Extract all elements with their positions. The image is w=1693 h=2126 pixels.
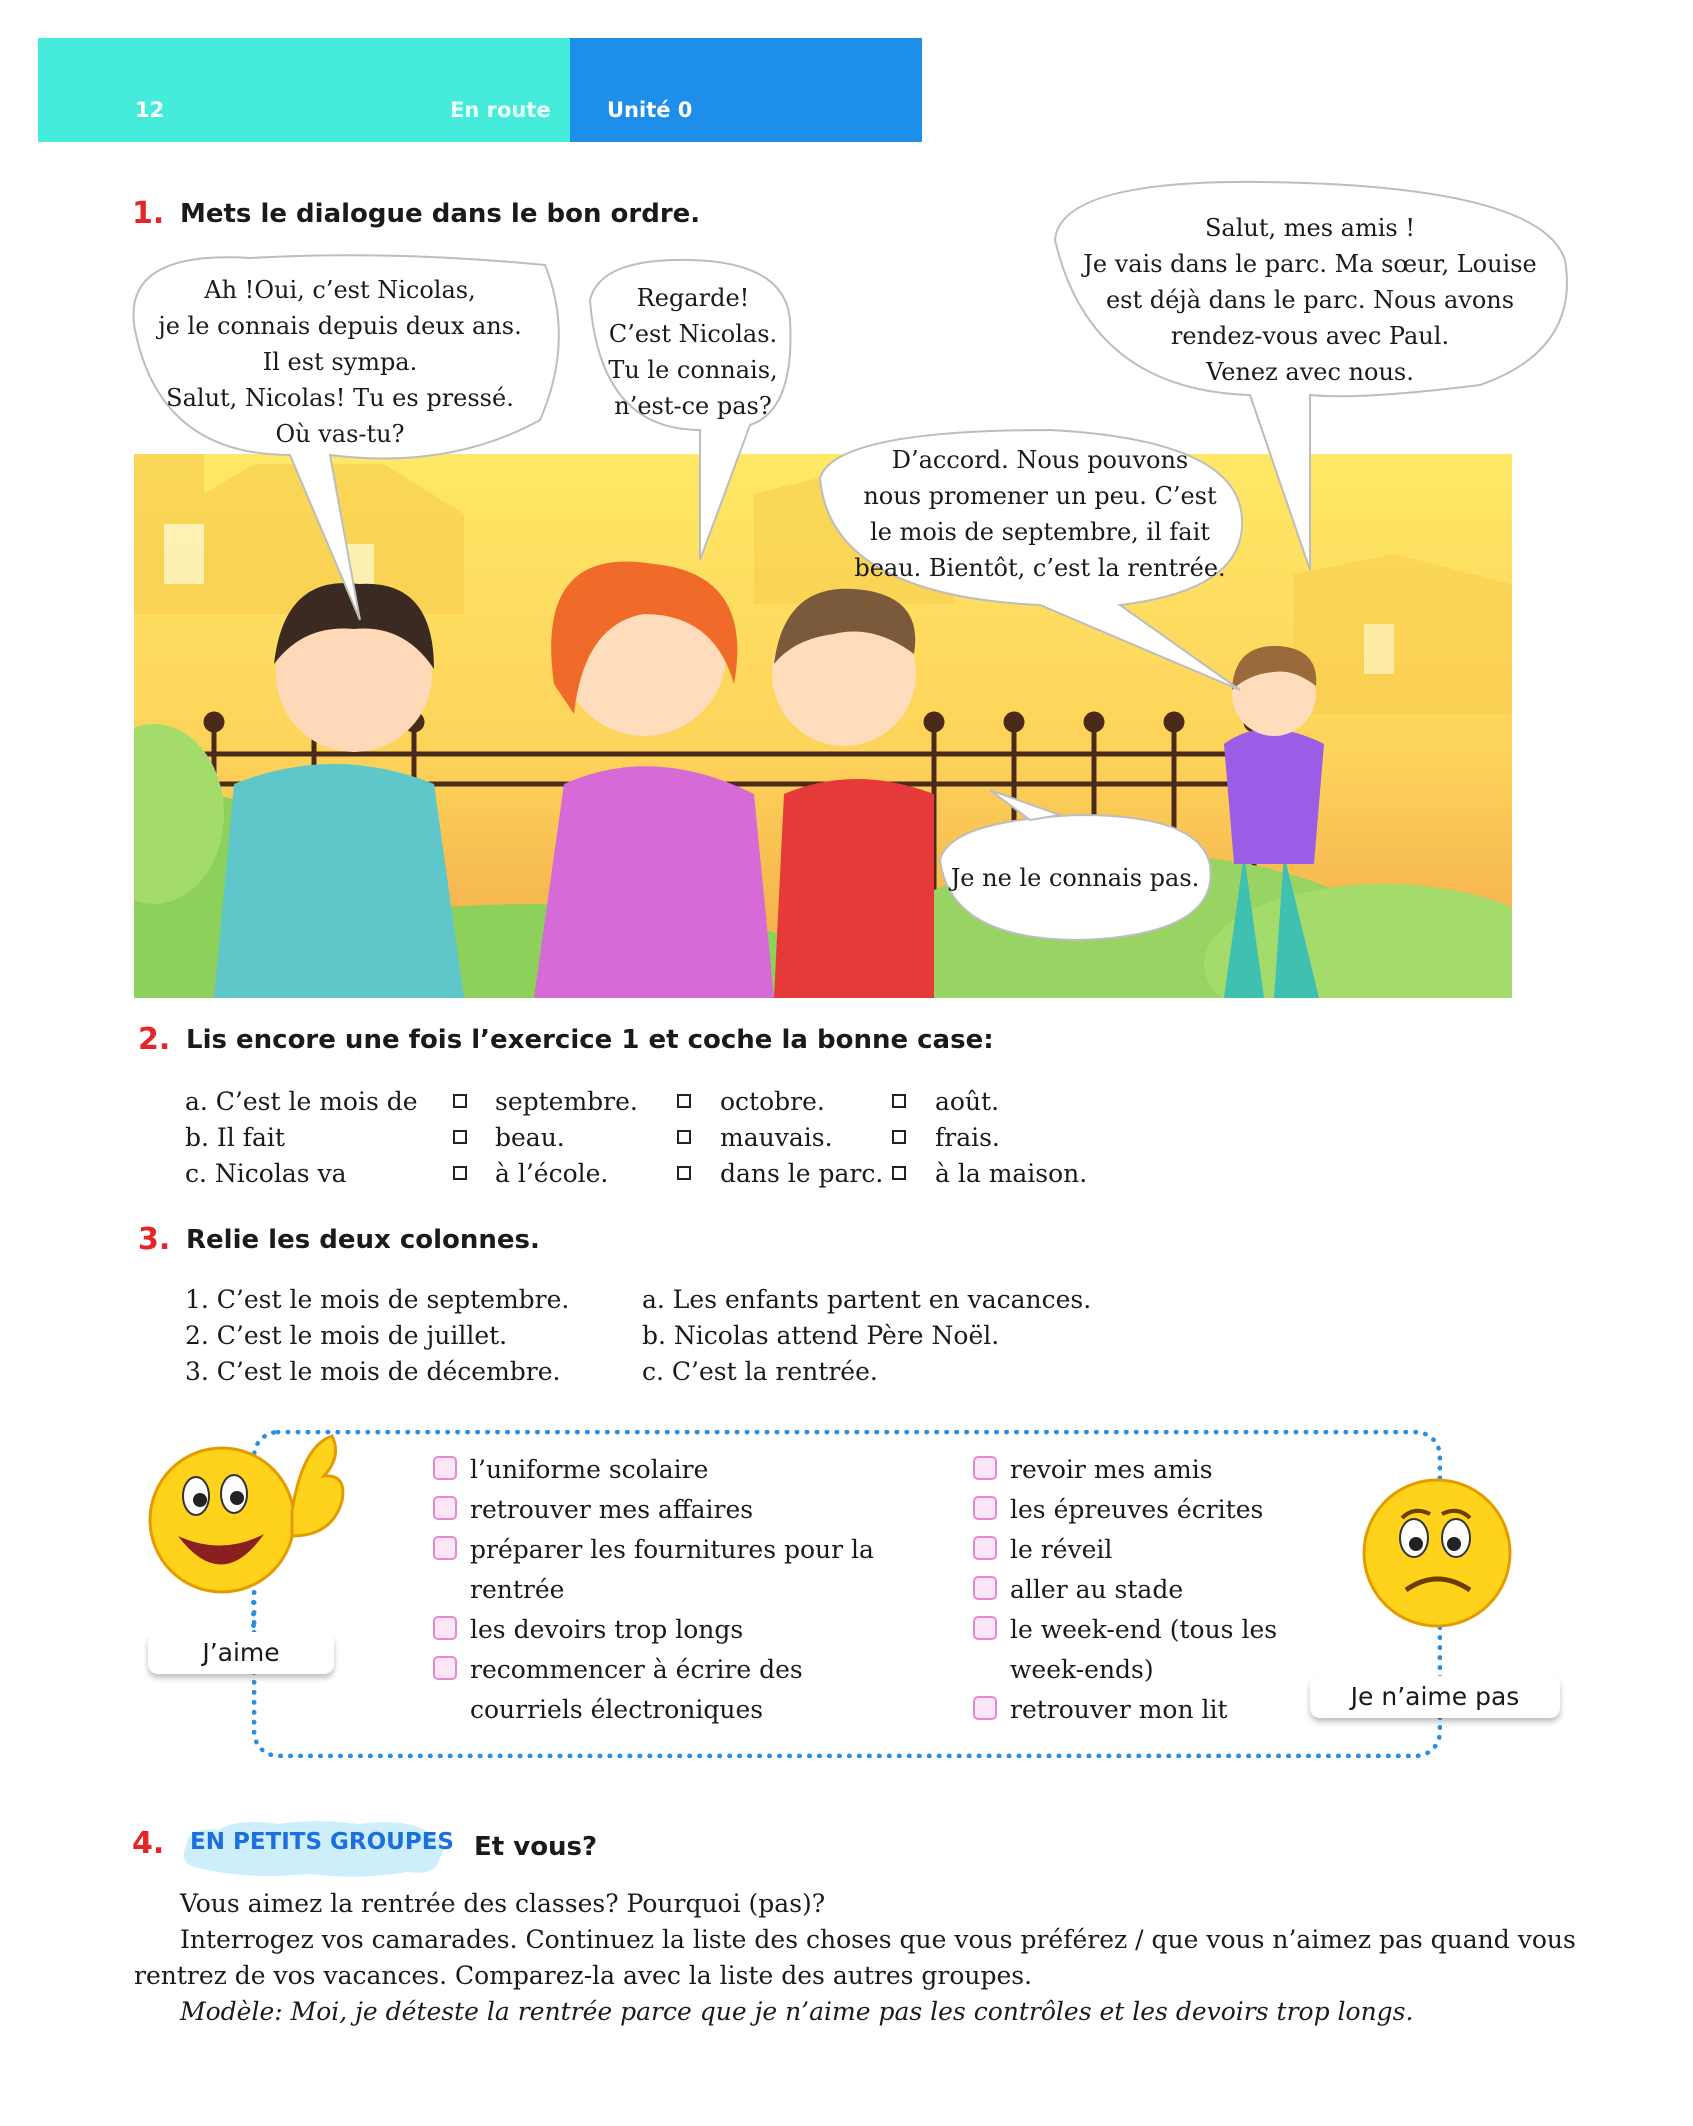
exercise-4-line-1: Vous aimez la rentrée des classes? Pourquoi (pas)? <box>180 1889 826 1918</box>
option-b-3: frais. <box>935 1123 1000 1152</box>
bubble-boy-agree <box>850 442 1230 586</box>
bubble-line: Il est sympa. <box>262 348 418 376</box>
exercise-4-line-2: Interrogez vos camarades. Continuez la liste des choses que vous préférez / que vous n’aimez pas quand vous <box>180 1925 1576 1954</box>
dislike-label: Je n’aime pas <box>1310 1676 1560 1718</box>
page-number: 12 <box>135 98 165 122</box>
option-a-3: août. <box>935 1087 1000 1116</box>
speech-bubbles-layer <box>0 0 1693 1000</box>
like-checkbox[interactable] <box>973 1536 997 1560</box>
exercise-2-prompt-b: b. Il fait <box>185 1123 285 1152</box>
happy-smiley-icon <box>142 1416 354 1616</box>
like-connector <box>251 1600 256 1628</box>
bubble-nicolas <box>1070 210 1550 390</box>
checkbox-b-1[interactable] <box>453 1130 467 1144</box>
exercise-2-prompt-a: a. C’est le mois de <box>185 1087 418 1116</box>
bubble-line: Je vais dans le parc. Ma sœur, Louise <box>1083 250 1537 278</box>
groups-badge-label: EN PETITS GROUPES <box>190 1829 454 1855</box>
option-c-3: à la maison. <box>935 1159 1088 1188</box>
exercise-2-number: 2. <box>138 1022 171 1057</box>
like-checkbox[interactable] <box>973 1456 997 1480</box>
like-checkbox[interactable] <box>433 1496 457 1520</box>
match-right-b: b. Nicolas attend Père Noël. <box>642 1321 1000 1350</box>
like-item-continued: courriels électroniques <box>470 1695 764 1724</box>
bubble-line: je le connais depuis deux ans. <box>158 312 522 340</box>
bubble-line: beau. Bientôt, c’est la rentrée. <box>854 554 1226 582</box>
match-right-a: a. Les enfants partent en vacances. <box>642 1285 1092 1314</box>
bubble-boy-unknown-tail <box>990 790 1060 820</box>
bubble-line: D’accord. Nous pouvons <box>891 446 1189 474</box>
like-item: l’uniforme scolaire <box>470 1455 709 1484</box>
bubble-line: le mois de septembre, il fait <box>870 518 1210 546</box>
like-checkbox[interactable] <box>973 1496 997 1520</box>
bubble-line: Salut, Nicolas! Tu es pressé. <box>166 384 514 412</box>
option-c-2: dans le parc. <box>720 1159 884 1188</box>
match-right-c: c. C’est la rentrée. <box>642 1357 878 1386</box>
option-a-1: septembre. <box>495 1087 638 1116</box>
exercise-2-prompt-c: c. Nicolas va <box>185 1159 347 1188</box>
bubble-line: Regarde! <box>636 284 750 312</box>
like-item-continued: week-ends) <box>1010 1655 1154 1684</box>
bubble-line: Je ne le connais pas. <box>950 864 1200 892</box>
like-item: le week-end (tous les <box>1010 1615 1278 1644</box>
like-item: le réveil <box>1010 1535 1113 1564</box>
like-checkbox[interactable] <box>433 1616 457 1640</box>
bubble-line: rendez-vous avec Paul. <box>1170 322 1450 350</box>
like-item: les épreuves écrites <box>1010 1495 1264 1524</box>
exercise-3-number: 3. <box>138 1222 171 1257</box>
like-item: les devoirs trop longs <box>470 1615 744 1644</box>
like-checkbox[interactable] <box>973 1696 997 1720</box>
match-left-3: 3. C’est le mois de décembre. <box>185 1357 561 1386</box>
checkbox-a-2[interactable] <box>677 1094 691 1108</box>
checkbox-b-3[interactable] <box>892 1130 906 1144</box>
like-checkbox[interactable] <box>433 1536 457 1560</box>
option-c-1: à l’école. <box>495 1159 609 1188</box>
like-checkbox[interactable] <box>973 1616 997 1640</box>
option-a-2: octobre. <box>720 1087 825 1116</box>
match-left-2: 2. C’est le mois de juillet. <box>185 1321 508 1350</box>
exercise-4-model: Modèle: Moi, je déteste la rentrée parce que je n’aime pas les contrôles et les devoirs trop longs. <box>180 1997 1414 2026</box>
bubble-line: n’est-ce pas? <box>614 392 772 420</box>
checkbox-c-3[interactable] <box>892 1166 906 1180</box>
bubble-line: nous promener un peu. C’est <box>863 482 1217 510</box>
like-item: retrouver mon lit <box>1010 1695 1228 1724</box>
like-item: revoir mes amis <box>1010 1455 1213 1484</box>
like-item: retrouver mes affaires <box>470 1495 754 1524</box>
like-item: aller au stade <box>1010 1575 1184 1604</box>
like-checkbox[interactable] <box>973 1576 997 1600</box>
like-item: recommencer à écrire des <box>470 1655 803 1684</box>
likes-dotted-frame <box>252 1430 1442 1758</box>
bubble-line: Ah !Oui, c’est Nicolas, <box>204 276 476 304</box>
like-item: préparer les fournitures pour la <box>470 1535 874 1564</box>
exercise-4-title: Et vous? <box>474 1832 598 1862</box>
checkbox-b-2[interactable] <box>677 1130 691 1144</box>
bubble-line: Tu le connais, <box>608 356 778 384</box>
exercise-4-line-3: rentrez de vos vacances. Comparez-la avec la liste des autres groupes. <box>134 1961 1033 1990</box>
bubble-line: est déjà dans le parc. Nous avons <box>1105 286 1515 314</box>
bubble-line: C’est Nicolas. <box>608 320 778 348</box>
like-checkbox[interactable] <box>433 1656 457 1680</box>
sad-smiley-icon <box>1352 1468 1522 1638</box>
bubble-girl-left <box>150 272 530 452</box>
bubble-boy-unknown <box>950 860 1200 896</box>
exercise-1-number: 1. <box>132 196 165 231</box>
like-item-continued: rentrée <box>470 1575 565 1604</box>
option-b-2: mauvais. <box>720 1123 833 1152</box>
like-label: J’aime <box>148 1632 334 1674</box>
section-title: En route <box>450 98 551 122</box>
exercise-2-title: Lis encore une fois l’exercice 1 et coche la bonne case: <box>186 1025 994 1055</box>
like-checkbox[interactable] <box>433 1456 457 1480</box>
match-left-1: 1. C’est le mois de septembre. <box>185 1285 570 1314</box>
bubble-line: Salut, mes amis ! <box>1204 214 1416 242</box>
option-b-1: beau. <box>495 1123 565 1152</box>
bubble-line: Venez avec nous. <box>1206 358 1414 386</box>
checkbox-c-2[interactable] <box>677 1166 691 1180</box>
unit-title: Unité 0 <box>607 98 693 122</box>
bubble-line: Où vas-tu? <box>275 420 405 448</box>
bubble-girl-middle <box>598 280 788 424</box>
checkbox-a-1[interactable] <box>453 1094 467 1108</box>
exercise-3-title: Relie les deux colonnes. <box>186 1225 540 1255</box>
checkbox-a-3[interactable] <box>892 1094 906 1108</box>
exercise-1-title: Mets le dialogue dans le bon ordre. <box>180 199 701 229</box>
exercise-4-number: 4. <box>132 1826 165 1861</box>
checkbox-c-1[interactable] <box>453 1166 467 1180</box>
